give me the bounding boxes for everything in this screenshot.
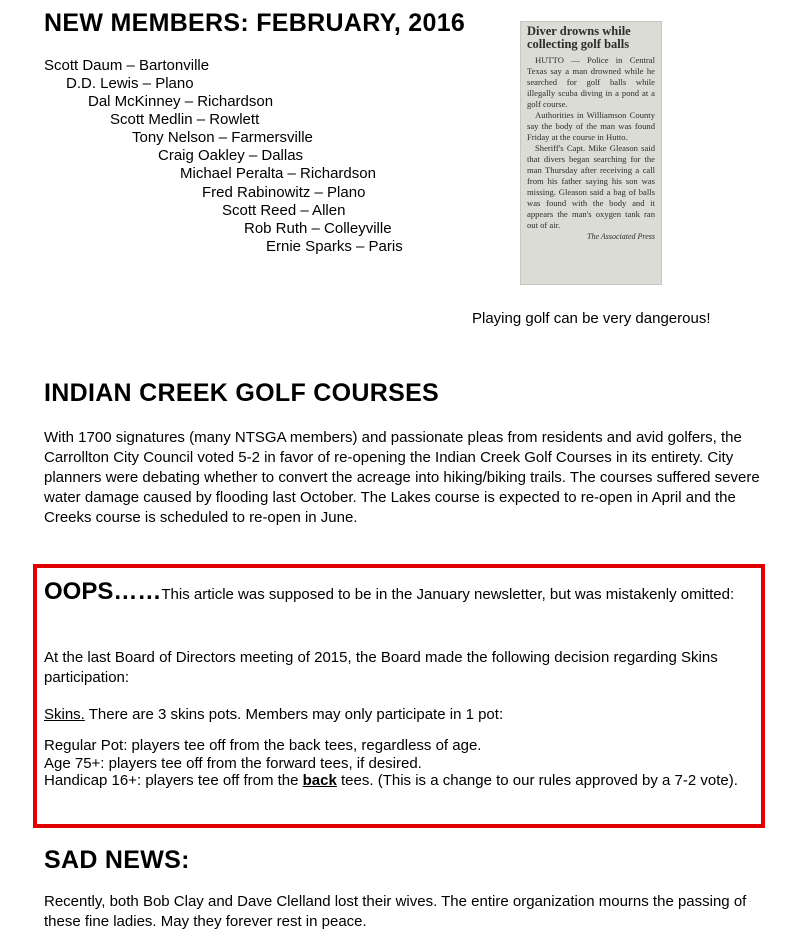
oops-intro-block [44,580,760,607]
list-item: Craig Oakley – Dallas [158,147,304,164]
clipping-headline: Diver drowns while collecting golf balls [527,24,631,51]
list-item: Scott Medlin – Rowlett [110,111,260,128]
handicap-rule-end: tees. (This is a change to our rules approved by a 7-2 vote). [336,772,738,789]
list-item: Dal McKinney – Richardson [88,93,274,110]
clipping-body [527,55,655,231]
indian-creek-heading: INDIAN CREEK GOLF COURSES [44,379,440,407]
oops-intro: This article was supposed to be in the January newsletter, but was mistakenly omitted: [161,586,735,603]
skins-text: There are 3 skins pots. Members may only participate in 1 pot: [84,706,504,723]
list-item: Fred Rabinowitz – Plano [202,184,366,201]
clipping-paragraph: HUTTO — Police in Central Texas say a man drowned while he searched for golf balls while illegally scuba diving in a pond at a golf course. [527,55,655,109]
clipping-caption: Playing golf can be very dangerous! [472,310,711,327]
list-item: Michael Peralta – Richardson [180,165,376,182]
age-rule: Age 75+: players tee off from the forward tees, if desired. [44,754,422,772]
skins-rules [44,737,760,790]
list-item: Rob Ruth – Colleyville [244,220,392,237]
sad-news-heading: SAD NEWS: [44,846,190,874]
list-item: Ernie Sparks – Paris [266,238,403,255]
skins-paragraph [44,705,760,725]
skins-label: Skins. [44,706,85,723]
indian-creek-body: With 1700 signatures (many NTSGA members) and passionate pleas from residents and avid golfers, the Carrollton City Council voted 5-2 in favor of re-opening the Indian Creek Golf Courses in its entirety. City planners were debating whether to convert the acreage into hiking/biking trails. The courses suffered severe water damage caused by flooding last October. The Lakes course is expected to re-open in April and the Creeks course is scheduled to re-open in June. [44,429,760,526]
sad-news-body: Recently, both Bob Clay and Dave Clelland lost their wives. The entire organization mourns the passing of these fine ladies. May they forever rest in peace. [44,893,747,930]
regular-pot-rule: Regular Pot: players tee off from the back tees, regardless of age. [44,737,482,754]
clipping-paragraph: Authorities in Williamson County say the body of the man was found Friday at the course in Hutto. [527,110,655,142]
oops-title: OOPS…… [44,578,162,605]
handicap-rule-emphasis: back [302,772,337,789]
list-item: D.D. Lewis – Plano [66,75,194,92]
new-members-heading: NEW MEMBERS: FEBRUARY, 2016 [44,9,466,37]
newspaper-clipping [520,21,662,285]
board-decision-paragraph: At the last Board of Directors meeting of 2015, the Board made the following decision regarding Skins participation: [44,649,718,686]
handicap-rule [44,772,760,790]
list-item: Tony Nelson – Farmersville [132,129,313,146]
list-item: Scott Daum – Bartonville [44,57,210,74]
clipping-paragraph: Sheriff's Capt. Mike Gleason said that divers began searching for the man Thursday after receiving a call from his father saying his son was missing. Gleason said a bag of balls was found with the body and it appears the man's oxygen tank ran out of air. [527,143,655,230]
list-item: Scott Reed – Allen [222,202,346,219]
handicap-rule-start: Handicap 16+: players tee off from the [44,772,303,789]
clipping-credit: The Associated Press [587,232,655,241]
